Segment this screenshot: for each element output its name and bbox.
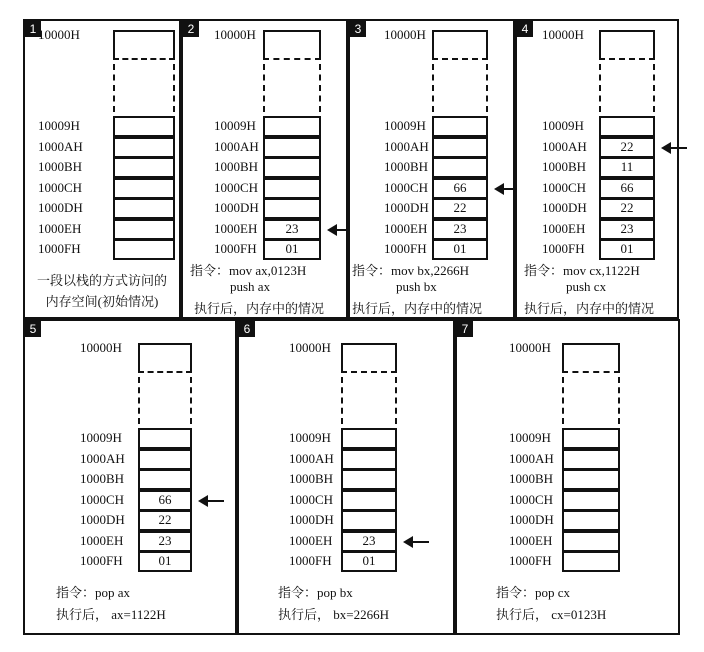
memory-cell: 22	[599, 137, 655, 158]
stack-pointer-arrow	[403, 534, 429, 550]
memory-cell: 01	[599, 239, 655, 260]
stack-top-cell	[432, 30, 488, 60]
memory-cell: 01	[341, 551, 397, 572]
stack-gap-right	[395, 377, 397, 424]
stack-gap-left	[432, 64, 434, 112]
stack-gap-left	[113, 64, 115, 112]
memory-cell: 01	[432, 239, 488, 260]
memory-cell	[263, 116, 321, 137]
top-address-label: 10000H	[80, 340, 122, 355]
caption-line: 指令：mov cx,1122H	[524, 263, 640, 278]
address-label: 1000CH	[38, 179, 83, 195]
memory-cell	[562, 469, 620, 490]
stack-top-cell	[341, 343, 397, 373]
top-address-label: 10000H	[509, 340, 551, 355]
memory-cell	[562, 510, 620, 531]
top-address-label: 10000H	[384, 27, 426, 42]
memory-cell	[263, 137, 321, 158]
caption-line: 执行后，内存中的情况	[352, 301, 483, 316]
caption-line: 执行后， bx=2266H	[278, 607, 389, 622]
address-label: 1000BH	[289, 471, 334, 486]
memory-cell: 23	[341, 531, 397, 552]
stack-gap-left	[599, 64, 601, 112]
address-label: 1000CH	[509, 491, 554, 507]
panel-number: 4	[517, 21, 533, 37]
caption-line: push ax	[230, 279, 271, 294]
caption-line: 指令：pop bx	[278, 585, 353, 600]
address-label: 10009H	[80, 430, 122, 445]
address-label: 1000FH	[289, 553, 332, 568]
top-address-label: 10000H	[38, 27, 80, 42]
memory-cell	[341, 490, 397, 511]
address-label: 1000CH	[80, 491, 125, 507]
memory-cell	[263, 198, 321, 219]
top-address-label: 10000H	[542, 27, 584, 42]
arrow-shaft	[206, 500, 224, 502]
caption-line: 指令：mov ax,0123H	[190, 263, 307, 278]
address-label: 1000AH	[214, 138, 259, 154]
address-label: 1000AH	[542, 138, 587, 154]
address-label: 10009H	[509, 430, 551, 445]
address-label: 1000FH	[384, 241, 427, 256]
memory-cell	[263, 157, 321, 178]
address-label: 1000BH	[80, 471, 125, 486]
memory-cell	[562, 490, 620, 511]
caption-line: 执行后， ax=1122H	[56, 607, 166, 622]
memory-cell	[341, 449, 397, 470]
address-label: 1000CH	[384, 179, 429, 195]
memory-cell	[341, 428, 397, 449]
address-label: 1000EH	[509, 532, 553, 548]
address-label: 1000DH	[214, 200, 259, 215]
stack-gap-right	[190, 377, 192, 424]
address-label: 1000DH	[542, 200, 587, 215]
memory-cell	[562, 449, 620, 470]
stack-top-cell	[562, 343, 620, 373]
address-label: 1000BH	[38, 159, 83, 174]
address-label: 1000DH	[80, 512, 125, 527]
address-label: 10009H	[289, 430, 331, 445]
caption-line: 指令：pop cx	[496, 585, 571, 600]
address-label: 10009H	[38, 118, 80, 133]
address-label: 10009H	[384, 118, 426, 133]
memory-cell	[138, 428, 192, 449]
caption-line: 执行后，内存中的情况	[524, 301, 655, 316]
address-label: 1000EH	[384, 220, 428, 236]
address-label: 1000EH	[289, 532, 333, 548]
memory-cell: 22	[599, 198, 655, 219]
memory-cell	[113, 239, 175, 260]
memory-cell	[432, 137, 488, 158]
address-label: 1000BH	[542, 159, 587, 174]
memory-cell: 11	[599, 157, 655, 178]
address-label: 1000AH	[384, 138, 429, 154]
stack-top-cell	[113, 30, 175, 60]
caption-line: push bx	[396, 279, 437, 294]
stack-gap-right	[618, 377, 620, 424]
address-label: 1000DH	[289, 512, 334, 527]
stack-gap-left	[341, 377, 343, 424]
address-label: 1000AH	[38, 138, 83, 154]
caption-line: 执行后，内存中的情况	[194, 301, 325, 316]
caption-line: 内存空间(初始情况)	[45, 294, 159, 309]
memory-cell	[341, 510, 397, 531]
memory-cell	[113, 198, 175, 219]
stack-pointer-arrow	[198, 493, 224, 509]
address-label: 1000FH	[38, 241, 81, 256]
memory-cell	[113, 219, 175, 240]
address-label: 1000AH	[80, 450, 125, 466]
memory-cell	[138, 469, 192, 490]
address-label: 1000AH	[289, 450, 334, 466]
address-label: 1000FH	[542, 241, 585, 256]
stack-gap-left	[562, 377, 564, 424]
caption-line: 执行后， cx=0123H	[496, 607, 607, 622]
stack-gap-left	[263, 64, 265, 112]
address-label: 1000EH	[80, 532, 124, 548]
panel-number: 7	[457, 321, 473, 337]
stack-gap-right	[653, 64, 655, 112]
arrow-shaft	[669, 147, 687, 149]
memory-cell	[263, 178, 321, 199]
memory-cell: 23	[263, 219, 321, 240]
address-label: 1000FH	[509, 553, 552, 568]
address-label: 1000FH	[214, 241, 257, 256]
stack-pointer-arrow	[661, 140, 687, 156]
arrow-shaft	[411, 541, 429, 543]
memory-cell: 01	[138, 551, 192, 572]
memory-cell	[113, 178, 175, 199]
address-label: 1000BH	[214, 159, 259, 174]
address-label: 1000DH	[509, 512, 554, 527]
memory-cell	[113, 137, 175, 158]
memory-cell	[562, 531, 620, 552]
address-label: 1000CH	[542, 179, 587, 195]
memory-cell: 23	[599, 219, 655, 240]
memory-cell: 01	[263, 239, 321, 260]
address-label: 1000EH	[38, 220, 82, 236]
memory-cell: 66	[138, 490, 192, 511]
address-label: 1000DH	[384, 200, 429, 215]
address-label: 1000CH	[214, 179, 259, 195]
panel-number: 6	[239, 321, 255, 337]
memory-cell: 66	[599, 178, 655, 199]
address-label: 1000BH	[384, 159, 429, 174]
stack-gap-right	[173, 64, 175, 112]
memory-cell	[113, 116, 175, 137]
memory-cell	[599, 116, 655, 137]
stack-gap-right	[319, 64, 321, 112]
memory-cell	[113, 157, 175, 178]
address-label: 1000FH	[80, 553, 123, 568]
address-label: 1000CH	[289, 491, 334, 507]
memory-cell: 23	[138, 531, 192, 552]
memory-cell	[432, 157, 488, 178]
memory-cell: 22	[432, 198, 488, 219]
panel-number: 2	[183, 21, 199, 37]
panel-number: 5	[25, 321, 41, 337]
caption-line: 一段以栈的方式访问的	[36, 273, 167, 288]
top-address-label: 10000H	[214, 27, 256, 42]
memory-cell: 22	[138, 510, 192, 531]
stack-gap-right	[486, 64, 488, 112]
caption-line: 指令：mov bx,2266H	[352, 263, 470, 278]
panel-number: 1	[25, 21, 41, 37]
memory-cell: 23	[432, 219, 488, 240]
stack-gap-left	[138, 377, 140, 424]
stack-top-cell	[263, 30, 321, 60]
memory-cell: 66	[432, 178, 488, 199]
memory-cell	[138, 449, 192, 470]
caption-line: push cx	[566, 279, 607, 294]
memory-cell	[341, 469, 397, 490]
address-label: 1000EH	[542, 220, 586, 236]
memory-cell	[432, 116, 488, 137]
memory-cell	[562, 428, 620, 449]
address-label: 1000BH	[509, 471, 554, 486]
panel-number: 3	[350, 21, 366, 37]
address-label: 1000EH	[214, 220, 258, 236]
caption-line: 指令：pop ax	[56, 585, 131, 600]
stack-top-cell	[599, 30, 655, 60]
address-label: 1000AH	[509, 450, 554, 466]
address-label: 1000DH	[38, 200, 83, 215]
stack-top-cell	[138, 343, 192, 373]
memory-cell	[562, 551, 620, 572]
address-label: 10009H	[542, 118, 584, 133]
address-label: 10009H	[214, 118, 256, 133]
top-address-label: 10000H	[289, 340, 331, 355]
